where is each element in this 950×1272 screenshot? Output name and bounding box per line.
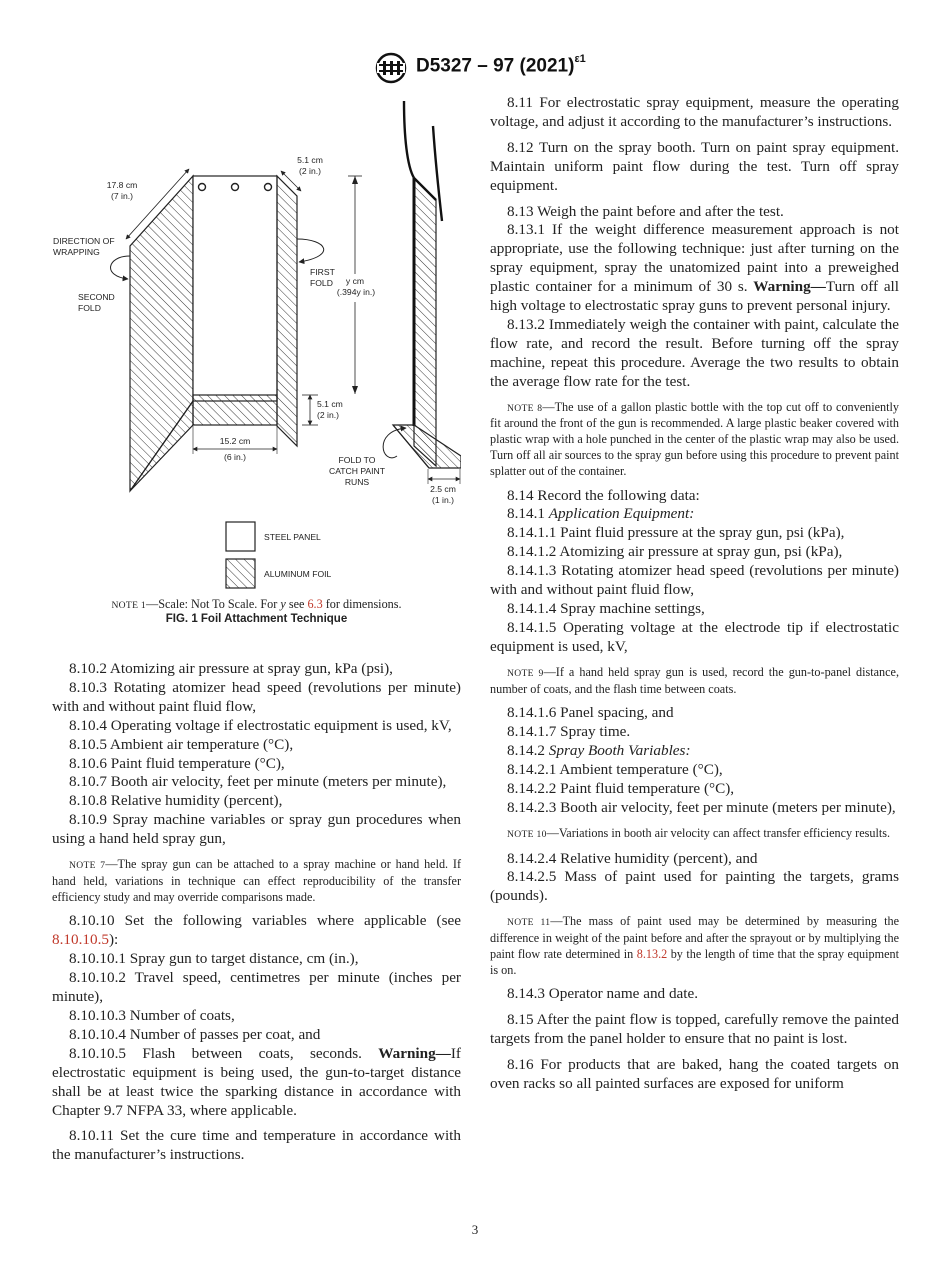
label-direction-1: DIRECTION OF [53,236,115,246]
para-8-10-6: 8.10.6 Paint fluid temperature (°C), [69,754,285,772]
label-direction-2: WRAPPING [53,247,100,257]
astm-logo-icon [372,52,410,84]
wrap-arrow-left [111,256,130,279]
para-8-14-2-2: 8.14.2.2 Paint fluid temperature (°C), [507,779,735,797]
label-first-fold-1: FIRST [310,267,335,277]
foil-left-flap [130,176,193,491]
para-8-10-10: 8.10.10 Set the following variables where applicable (see 8.10.10.5): [52,912,461,949]
warning-label: Warning— [753,278,826,296]
left-column [52,660,461,1165]
para-8-10-10-5: 8.10.10.5 Flash between coats, seconds. Warning—If electrostatic equipment is being used, the gun-to-target distance shall be at least twice the sparking distance in accordance with Chapter 9.7 NFPA 33, where applicable. [52,1044,461,1119]
para-8-10-9: 8.10.9 Spray machine variables or spray gun procedures when using a hand held spray gun, [52,811,461,848]
para-8-10-2: 8.10.2 Atomizing air pressure at spray gun, kPa (psi), [69,660,393,677]
para-8-10-5: 8.10.5 Ambient air temperature (°C), [69,735,294,753]
label-fold-catch-2: CATCH PAINT [328,466,386,476]
side-view-panel [414,178,436,466]
legend-steel-swatch [226,522,255,551]
note-9: NOTE 9—If a hand held spray gun is used, record the gun-to-panel distance, number of coats, and the flash time between coats. [490,664,899,696]
para-8-14-1-2: 8.14.1.2 Atomizing air pressure at spray gun, psi (kPa), [507,543,843,561]
para-8-10-10-2: 8.10.10.2 Travel speed, centimetres per minute (inches per minute), [52,969,461,1006]
page-header [0,52,950,84]
panel-hole [232,184,239,191]
para-8-14-2: 8.14.2 Spray Booth Variables: [507,742,691,760]
para-8-14-2-4: 8.14.2.4 Relative humidity (percent), and [507,849,758,867]
para-8-14-1-6: 8.14.1.6 Panel spacing, and [507,704,674,722]
dimension-arrowhead [352,386,358,394]
para-8-10-3: 8.10.3 Rotating atomizer head speed (revolutions per minute) with and without paint fluid flow, [52,678,461,715]
para-8-11: 8.11 For electrostatic spray equipment, measure the operating voltage, and adjust it according to the manufacturer’s instructions. [490,94,899,130]
label-second-fold-2: FOLD [78,303,101,313]
para-8-16: 8.16 For products that are baked, hang the coated targets on oven racks so all painted surfaces are exposed for uniform [490,1056,899,1093]
right-column [490,94,899,1094]
dim-top-right-in: (2 in.) [299,166,321,176]
link-6-3[interactable]: 6.3 [307,597,323,611]
dim-width-in: (6 in.) [224,452,246,462]
dim-top-left-in: (7 in.) [111,191,133,201]
para-8-13-2: 8.13.2 Immediately weigh the container with paint, calculate the flow rate, and record the result. Before turning off the spray machine, repeat this procedure. Average the two results to obtain the average flow rate for the test. [490,315,899,390]
dim-side-in: (1 in.) [432,495,454,505]
link-8-10-10-5[interactable]: 8.10.10.5 [52,931,109,949]
panel-hole [265,184,272,191]
para-8-10-11: 8.10.11 Set the cure time and temperature in accordance with the manufacturer’s instructions. [52,1127,461,1164]
figure-note: NOTE 1—Scale: Not To Scale. For y see 6.3 for dimensions. [111,597,402,611]
para-8-10-7: 8.10.7 Booth air velocity, feet per minute (meters per minute), [69,773,447,791]
para-8-10-4: 8.10.4 Operating voltage if electrostatic equipment is used, kV, [69,716,452,734]
dim-bottom-right-in: (2 in.) [317,410,339,420]
dim-width-cm: 15.2 cm [219,436,251,446]
document-designation: D5327 – 97 $(2021)^{\varepsilon 1}$ [416,53,586,77]
legend-foil-swatch [226,559,255,588]
dim-bottom-right-cm: 5.1 cm [317,399,343,409]
dimension-arrowhead [352,176,358,184]
wrap-arrow-right [297,239,324,262]
legend-foil-label: ALUMINUM FOIL [264,569,332,579]
foil-right-flap [277,176,297,446]
label-second-fold-1: SECOND [78,292,115,302]
para-8-13-1: 8.13.1 If the weight difference measurement approach is not appropriate, use the following technique: just after turning on the spray equipment, spray the unatomized paint into a preweighed plastic container for a minimum of 30 s. Warning—Turn off all high voltage to electrostatic spray guns to prevent personal injury. [490,221,899,315]
para-8-10-10-3: 8.10.10.3 Number of coats, [69,1006,235,1024]
label-y-in: (.394y in.) [336,287,376,297]
note-11: NOTE 11—The mass of paint used may be determined by measuring the difference in weight of the paint before and after the sprayout or by multiplying the paint flow rate determined in 8.13.2 by the length of time that the spray equipment is on. [490,914,899,977]
dim-top-left-cm: 17.8 cm [106,180,138,190]
label-fold-catch-1: FOLD TO [338,455,376,465]
para-8-13: 8.13 Weigh the paint before and after the test. [507,202,784,220]
warning-label: Warning— [378,1044,451,1062]
note-8: NOTE 8—The use of a gallon plastic bottle with the top cut off to conveniently fit around the front of the gun is recommended. A large plastic beaker covered with plastic wrap with a hole punched in the center of the plastic wrap may also be used. Turn off all air sources to the spray gun before using this procedure to prevent paint splatter out of the container. [490,399,899,478]
designation-superscript: ε1 [574,53,586,65]
label-first-fold-2: FOLD [310,278,333,288]
para-8-14-2-5: 8.14.2.5 Mass of paint used for painting the targets, grams (pounds). [490,868,899,905]
para-8-14-2-3: 8.14.2.3 Booth air velocity, feet per minute (meters per minute), [507,798,896,816]
para-8-14-2-1: 8.14.2.1 Ambient temperature (°C), [507,761,723,779]
para-8-14-1-7: 8.14.1.7 Spray time. [507,723,631,741]
note-7: NOTE 7—The spray gun can be attached to a spray machine or hand held. If hand held, variations in technique can effect reproducibility of the transfer efficiency study and may override comparisons made. [52,857,462,904]
para-8-10-10-1: 8.10.10.1 Spray gun to target distance, cm (in.), [69,950,359,968]
para-8-14-1-3: 8.14.1.3 Rotating atomizer head speed (revolutions per minute) with and without paint fluid flow, [490,562,899,599]
dim-side-cm: 2.5 cm [430,484,456,494]
panel-hole [199,184,206,191]
figure-caption: FIG. 1 Foil Attachment Technique [165,613,348,625]
para-8-14-1-4: 8.14.1.4 Spray machine settings, [507,600,705,618]
figure-foil-attachment [52,96,461,616]
note-10: NOTE 10—Variations in booth air velocity can affect transfer efficiency results. [507,825,891,840]
para-8-10-10-4: 8.10.10.4 Number of passes per coat, and [69,1025,321,1043]
dim-top-right-cm: 5.1 cm [297,155,323,165]
steel-panel [193,176,277,401]
foil-bottom-band [193,395,277,425]
para-8-10-8: 8.10.8 Relative humidity (percent), [69,792,283,810]
para-8-12: 8.12 Turn on the spray booth. Turn on paint spray equipment. Maintain uniform paint flow during the test. Turn off spray equipment. [490,138,899,194]
label-fold-catch-3: RUNS [344,477,370,487]
legend-steel-label: STEEL PANEL [264,532,321,542]
page-number: 3 [471,1222,479,1237]
para-8-14-3: 8.14.3 Operator name and date. [507,985,699,1003]
para-8-14-1-5: 8.14.1.5 Operating voltage at the electrode tip if electrostatic equipment is used, kV, [490,618,899,655]
link-8-13-2[interactable]: 8.13.2 [636,946,668,961]
para-8-14-1-1: 8.14.1.1 Paint fluid pressure at the spray gun, psi (kPa), [507,524,845,542]
para-8-14-1: 8.14.1 Application Equipment: [507,505,695,523]
para-8-14: 8.14 Record the following data: [507,486,700,504]
hanger-wire [404,101,414,178]
para-8-15: 8.15 After the paint flow is topped, carefully remove the painted targets from the panel holder to ensure that no paint is lost. [490,1011,899,1048]
label-y-cm: y cm [345,276,365,286]
